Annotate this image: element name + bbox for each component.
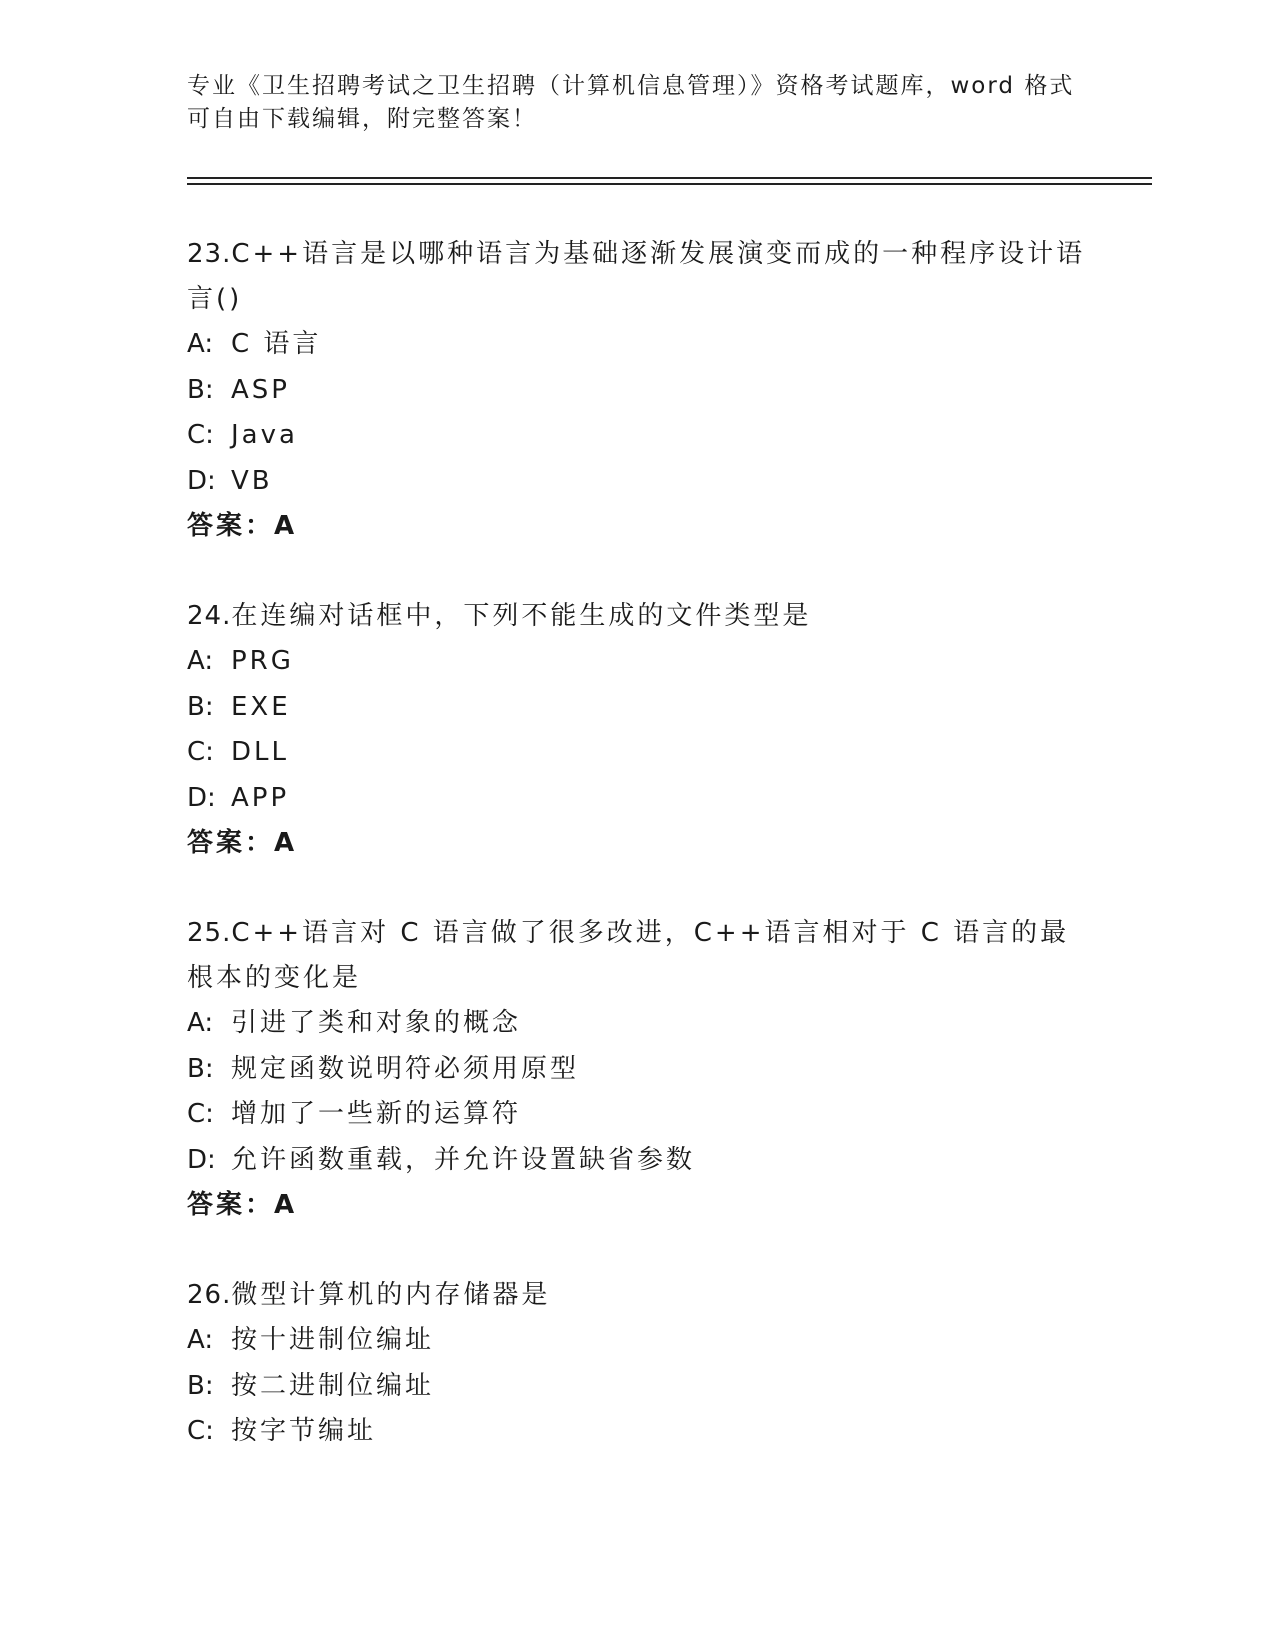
option-letter: A: [187, 646, 214, 676]
option-text: VB [231, 465, 273, 496]
option-text: EXE [231, 691, 291, 722]
option-letter: B: [187, 374, 214, 405]
question-26 [187, 1273, 1087, 1455]
option-letter: C: [187, 1099, 214, 1129]
option-b [187, 685, 1087, 731]
option-letter: A: [187, 1008, 214, 1038]
option-b [187, 1047, 1087, 1093]
option-letter: C: [187, 737, 214, 767]
question-23 [187, 232, 1087, 549]
option-c [187, 730, 1087, 776]
question-stem [187, 1273, 1087, 1318]
option-text: ASP [231, 374, 290, 405]
option-c [187, 1092, 1087, 1138]
question-number: 25. [187, 918, 232, 948]
option-d [187, 776, 1087, 822]
option-a [187, 639, 1087, 685]
option-text: PRG [231, 646, 294, 676]
option-text: 按十进制位编址 [231, 1325, 435, 1355]
header-divider-top [187, 177, 1152, 179]
option-text: 引进了类和对象的概念 [231, 1008, 522, 1038]
option-a [187, 322, 1087, 368]
question-text: 微型计算机的内存储器是 [231, 1280, 551, 1310]
question-24 [187, 594, 1087, 866]
answer-line: 答案：A [187, 828, 298, 858]
option-letter: C: [187, 420, 214, 450]
question-text: 在连编对话框中，下列不能生成的文件类型是 [231, 601, 812, 631]
option-letter: B: [187, 1370, 214, 1401]
header-divider-bottom [187, 183, 1152, 185]
option-a [187, 1001, 1087, 1047]
option-letter: D: [187, 782, 216, 813]
document-header [187, 70, 1075, 136]
option-text: 按二进制位编址 [231, 1370, 435, 1401]
question-stem [187, 232, 1087, 322]
question-number: 24. [187, 601, 232, 631]
option-text: APP [231, 782, 290, 813]
option-text: C 语言 [231, 329, 322, 359]
option-c [187, 413, 1087, 459]
question-25 [187, 911, 1087, 1228]
option-c [187, 1409, 1087, 1455]
question-number: 26. [187, 1280, 232, 1310]
option-letter: B: [187, 1053, 214, 1084]
option-letter: B: [187, 691, 214, 722]
header-line-1: 专业《卫生招聘考试之卫生招聘（计算机信息管理）》资格考试题库，word 格式 [187, 73, 1075, 99]
option-text: 允许函数重载，并允许设置缺省参数 [231, 1144, 696, 1175]
option-b [187, 368, 1087, 414]
option-a [187, 1318, 1087, 1364]
question-stem [187, 911, 1087, 1001]
question-number: 23. [187, 239, 232, 269]
option-text: DLL [231, 737, 289, 767]
option-d [187, 459, 1087, 505]
option-text: 规定函数说明符必须用原型 [231, 1053, 580, 1084]
option-letter: D: [187, 1144, 216, 1175]
answer-line: 答案：A [187, 511, 298, 541]
option-d [187, 1138, 1087, 1184]
question-stem [187, 594, 1087, 639]
answer-line: 答案：A [187, 1190, 298, 1220]
header-line-2: 可自由下载编辑，附完整答案！ [187, 106, 537, 132]
option-text: 增加了一些新的运算符 [231, 1099, 522, 1129]
option-b [187, 1364, 1087, 1410]
option-text: Java [231, 420, 298, 450]
question-text: C++语言对 C 语言做了很多改进，C++语言相对于 C 语言的最根本的变化是 [187, 918, 1070, 993]
option-letter: D: [187, 465, 216, 496]
option-letter: A: [187, 1325, 214, 1355]
option-text: 按字节编址 [231, 1416, 377, 1446]
question-list [187, 232, 1087, 1500]
option-letter: C: [187, 1416, 214, 1446]
question-text: C++语言是以哪种语言为基础逐渐发展演变而成的一种程序设计语言() [187, 239, 1086, 314]
option-letter: A: [187, 329, 214, 359]
